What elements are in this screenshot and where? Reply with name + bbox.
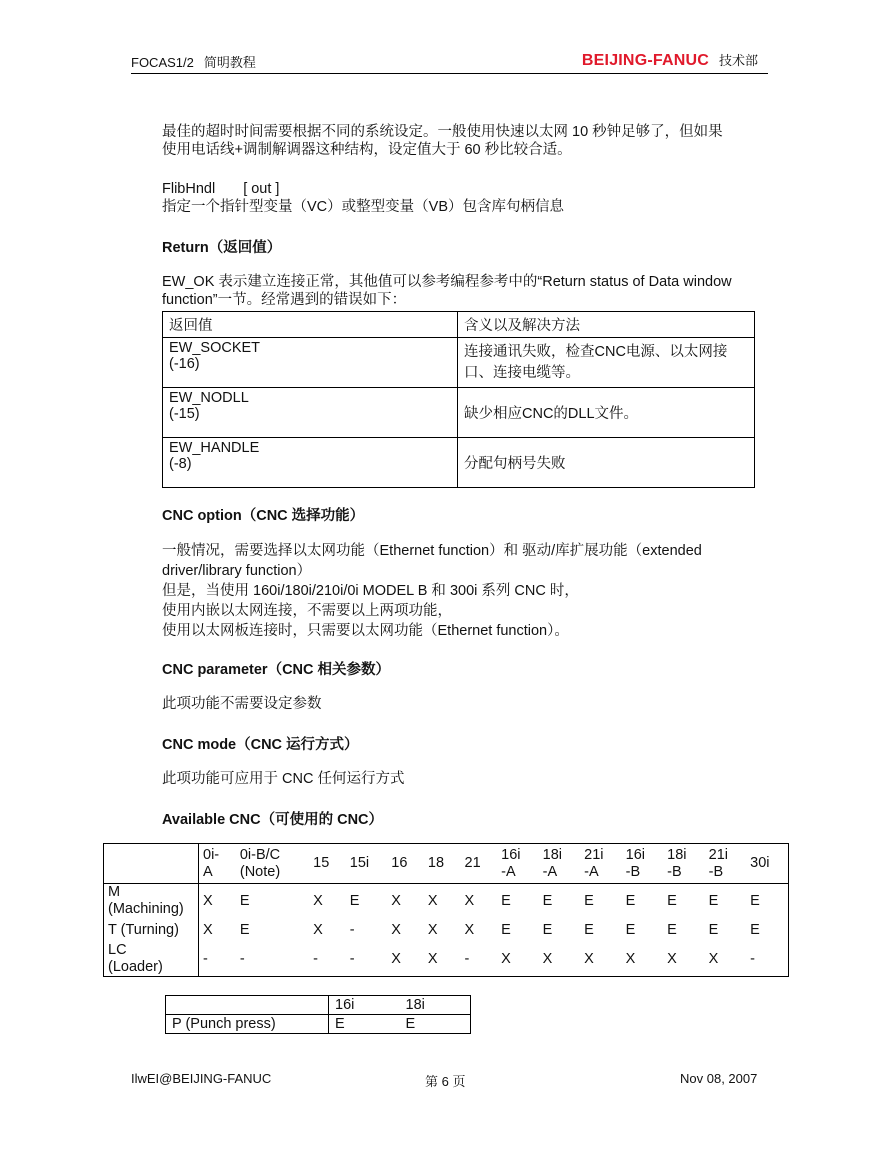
- availability-cell: E: [708, 892, 719, 909]
- text-line: function”一节。经常遇到的错误如下：: [162, 292, 407, 308]
- text-line: 使用内嵌以太网连接，不需要以上两项功能，: [162, 603, 452, 619]
- availability-cell: -: [199, 942, 236, 977]
- option-paragraph: [162, 541, 772, 641]
- column-label: 0i-B/C: [239, 846, 281, 863]
- column-label: -B: [667, 863, 682, 880]
- column-label: -B: [625, 863, 641, 880]
- table-cell: E: [329, 1015, 400, 1034]
- cnc-column-header: [236, 844, 309, 884]
- error-desc: 口、连接电缆等。: [464, 365, 580, 381]
- return-paragraph: [162, 273, 772, 309]
- footer-email: IlwEI@BEIJING-FANUC: [131, 1071, 272, 1086]
- parameter-heading: CNC parameter（CNC 相关参数）: [162, 662, 391, 678]
- column-label: A: [203, 863, 213, 880]
- row-label: T (Turning): [108, 921, 179, 938]
- table-row: [163, 388, 755, 438]
- availability-cell: -: [461, 942, 498, 977]
- machine-type-label: [104, 884, 199, 919]
- availability-cell: X: [391, 921, 401, 938]
- availability-cell: E: [625, 892, 636, 909]
- column-label: 30i: [750, 855, 770, 871]
- availability-cell: X: [539, 942, 581, 977]
- table-header-row: [166, 996, 471, 1015]
- availability-cell: E: [584, 921, 594, 938]
- column-label: 16i: [625, 846, 645, 863]
- table-cell: E: [400, 1015, 471, 1034]
- available-cnc-table: [103, 843, 789, 977]
- column-label: 18i: [667, 846, 687, 863]
- column-label: 16i: [501, 846, 521, 863]
- availability-cell: E: [542, 921, 553, 938]
- availability-cell: E: [349, 892, 360, 909]
- table-cell: [458, 338, 755, 388]
- footer-date: Nov 08, 2007: [680, 1071, 758, 1086]
- table-header-cell: [166, 996, 329, 1015]
- table-header-cell: 18i: [400, 996, 471, 1015]
- error-number: (-8): [169, 456, 192, 472]
- availability-cell: E: [667, 892, 677, 909]
- cnc-column-header: [622, 844, 664, 884]
- header-doc-title: [131, 52, 256, 71]
- table-cell: [163, 438, 458, 488]
- error-number: (-15): [169, 406, 200, 422]
- table-cell: [458, 388, 755, 438]
- row-label: LC: [108, 942, 127, 958]
- footer-page-number: 第 6 页: [425, 1074, 466, 1089]
- timeout-paragraph: [162, 123, 772, 159]
- availability-cell: E: [708, 921, 719, 938]
- table-row: [104, 918, 789, 942]
- availability-cell: X: [313, 921, 323, 938]
- column-label: 21i: [708, 846, 728, 863]
- availability-cell: X: [313, 892, 323, 909]
- table-header-row: [104, 844, 789, 884]
- cnc-column-header: [309, 844, 346, 884]
- column-label: (Note): [239, 863, 281, 880]
- availability-cell: X: [427, 921, 438, 938]
- flibhndl-param: [162, 180, 772, 216]
- mode-text: 此项功能可应用于 CNC 任何运行方式: [162, 771, 405, 787]
- doc-name: FOCAS1/2: [131, 55, 194, 70]
- availability-cell: X: [622, 942, 664, 977]
- cnc-column-header: [539, 844, 581, 884]
- cnc-column-header: [746, 844, 788, 884]
- row-label: M: [108, 884, 121, 900]
- param-desc: 指定一个指针型变量（VC）或整型变量（VB）包含库句柄信息: [162, 199, 564, 215]
- availability-cell: X: [464, 921, 475, 938]
- error-code: EW_NODLL: [169, 390, 249, 406]
- text-line: 但是，当使用 160i/180i/210i/0i MODEL B 和 300i 系列 CNC 时，: [162, 583, 579, 599]
- availability-cell: X: [203, 921, 213, 938]
- cnc-column-header: [346, 844, 388, 884]
- table-row: [104, 942, 789, 977]
- column-label: 15i: [349, 855, 370, 871]
- availability-cell: X: [464, 892, 475, 909]
- error-code: EW_HANDLE: [169, 440, 260, 456]
- column-label: 18: [427, 855, 445, 871]
- cnc-column-header: [199, 844, 236, 884]
- availability-cell: X: [580, 942, 622, 977]
- error-table: [162, 311, 755, 488]
- column-label: -A: [584, 863, 599, 880]
- availability-cell: -: [346, 942, 388, 977]
- table-header-cell: 返回值: [163, 312, 458, 338]
- table-header-cell: 含义以及解决方法: [458, 312, 755, 338]
- available-heading: Available CNC（可使用的 CNC）: [162, 812, 384, 828]
- availability-cell: X: [497, 942, 539, 977]
- text-line: 最佳的超时时间需要根据不同的系统设定。一般使用快速以太网 10 秒钟足够了，但如果: [162, 124, 723, 140]
- text-line: 一般情况，需要选择以太网功能（Ethernet function）和 驱动/库扩展功能（extended: [162, 543, 702, 559]
- row-label: (Machining): [108, 901, 184, 917]
- cnc-column-header: [387, 844, 424, 884]
- availability-cell: E: [625, 921, 636, 938]
- parameter-text: 此项功能不需要设定参数: [162, 696, 322, 712]
- header-brand-area: [582, 50, 758, 70]
- availability-cell: -: [309, 942, 346, 977]
- param-direction: [ out ]: [243, 181, 280, 197]
- availability-cell: E: [239, 892, 250, 909]
- return-heading: Return（返回值）: [162, 240, 282, 256]
- mode-heading: CNC mode（CNC 运行方式）: [162, 737, 359, 753]
- header-dept: 技术部: [718, 53, 758, 68]
- availability-cell: X: [705, 942, 747, 977]
- column-label: 16: [391, 855, 408, 871]
- table-header-row: [163, 312, 755, 338]
- cnc-column-header: [580, 844, 622, 884]
- machine-type-label: [104, 918, 199, 942]
- table-corner-cell: [104, 844, 199, 884]
- brand-logo: BEIJING-FANUC: [581, 52, 709, 69]
- text-line: driver/library function）: [162, 563, 312, 579]
- column-label: 15: [313, 855, 330, 871]
- option-heading: CNC option（CNC 选择功能）: [162, 508, 365, 524]
- availability-cell: X: [203, 892, 213, 909]
- availability-cell: E: [746, 918, 788, 942]
- cnc-column-header: [424, 844, 461, 884]
- cnc-column-header: [663, 844, 705, 884]
- table-cell: [163, 338, 458, 388]
- header-rule: [131, 73, 768, 74]
- availability-cell: X: [391, 892, 401, 909]
- cnc-column-header: [497, 844, 539, 884]
- table-header-cell: 16i: [329, 996, 400, 1015]
- availability-cell: E: [746, 884, 788, 919]
- error-desc: 缺少相应CNC的DLL文件。: [464, 406, 639, 422]
- column-label: 21i: [584, 846, 604, 863]
- availability-cell: E: [584, 892, 594, 909]
- error-desc: 连接通讯失败，检查CNC电源、以太网接: [464, 344, 728, 360]
- availability-cell: E: [542, 892, 553, 909]
- text-line: 使用电话线+调制解调器这种结构，设定值大于 60 秒比较合适。: [162, 142, 572, 158]
- availability-cell: X: [424, 942, 461, 977]
- table-cell: [163, 388, 458, 438]
- availability-cell: X: [427, 892, 438, 909]
- table-cell: [458, 438, 755, 488]
- row-label: (Loader): [108, 959, 163, 975]
- availability-cell: E: [239, 921, 250, 938]
- column-label: 0i-: [203, 846, 220, 863]
- availability-cell: E: [501, 921, 511, 938]
- availability-cell: X: [663, 942, 705, 977]
- param-name: FlibHndl: [162, 181, 216, 197]
- doc-name-cn: 简明教程: [203, 55, 256, 70]
- availability-cell: -: [349, 921, 355, 938]
- text-line: EW_OK 表示建立连接正常，其他值可以参考编程参考中的“Return status of Data window: [162, 274, 732, 290]
- table-row: [163, 338, 755, 388]
- error-code: EW_SOCKET: [169, 340, 261, 356]
- column-label: -A: [501, 863, 516, 880]
- availability-cell: E: [667, 921, 677, 938]
- error-number: (-16): [169, 356, 200, 372]
- error-desc: 分配句柄号失败: [464, 456, 566, 472]
- cnc-column-header: [705, 844, 747, 884]
- punch-press-table: [165, 995, 471, 1034]
- table-cell: P (Punch press): [166, 1015, 329, 1034]
- column-label: -A: [542, 863, 558, 880]
- table-row: [166, 1015, 471, 1034]
- cnc-column-header: [461, 844, 498, 884]
- availability-cell: E: [501, 892, 511, 909]
- column-label: 21: [464, 855, 481, 871]
- availability-cell: -: [236, 942, 309, 977]
- availability-cell: X: [387, 942, 424, 977]
- column-label: -B: [708, 863, 724, 880]
- text-line: 使用以太网板连接时，只需要以太网功能（Ethernet function）。: [162, 623, 569, 639]
- machine-type-label: [104, 942, 199, 977]
- column-label: 18i: [542, 846, 562, 863]
- table-row: [104, 884, 789, 919]
- table-row: [163, 438, 755, 488]
- availability-cell: -: [746, 942, 788, 977]
